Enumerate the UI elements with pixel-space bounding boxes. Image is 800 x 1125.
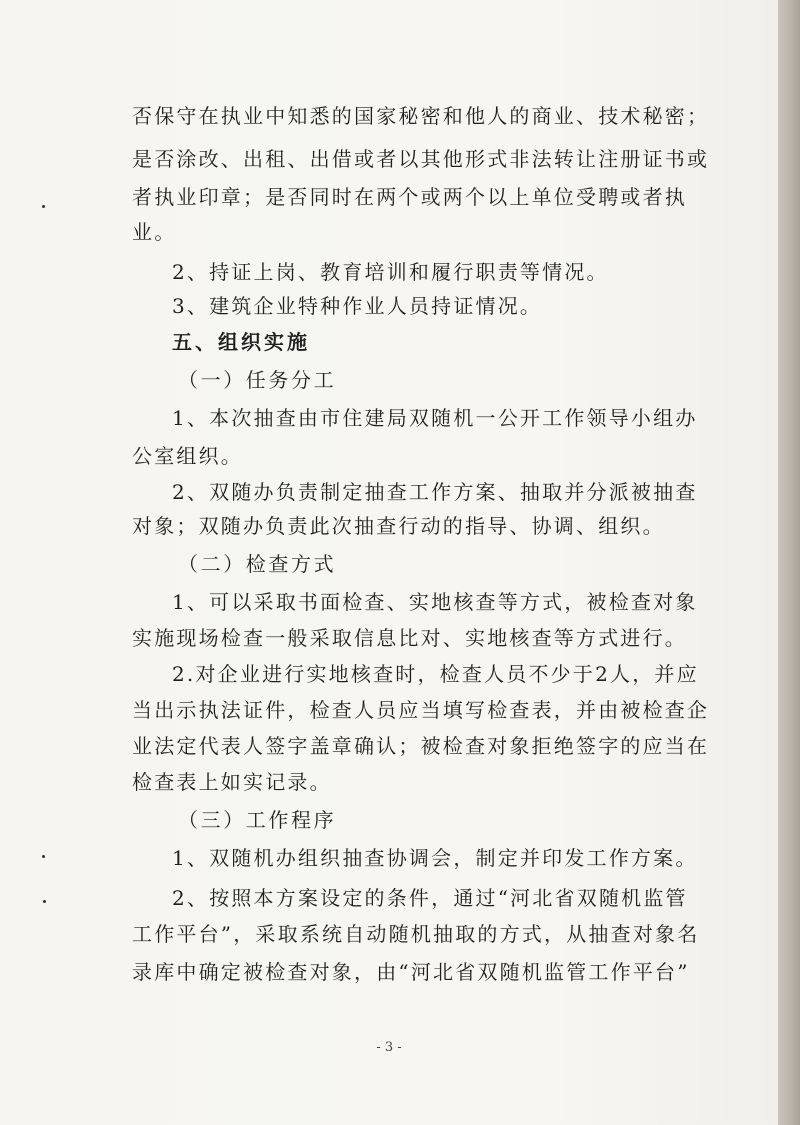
body-line: 工作平台”，采取系统自动随机抽取的方式，从抽查对象名: [132, 922, 700, 946]
section-heading: 五、组织实施: [172, 330, 310, 354]
body-line: 检查表上如实记录。: [132, 770, 332, 794]
list-item: 2.对企业进行实地核查时，检查人员不少于2人，并应: [172, 662, 699, 686]
subsection-heading: （一）任务分工: [178, 368, 337, 392]
body-line: 否保守在执业中知悉的国家秘密和他人的商业、技术秘密；: [132, 104, 710, 128]
body-line: 是否涂改、出租、出借或者以其他形式非法转让注册证书或: [132, 147, 710, 171]
page-number: - 3 -: [376, 1040, 402, 1055]
body-line: 者执业印章；是否同时在两个或两个以上单位受聘或者执: [132, 185, 687, 209]
scan-speck: [42, 205, 45, 208]
list-item: 1、本次抽查由市住建局双随机一公开工作领导小组办: [172, 406, 698, 430]
list-item: 2、双随办负责制定抽查工作方案、抽取并分派被抽查: [172, 480, 698, 504]
list-item: 1、双随机办组织抽查协调会，制定并印发工作方案。: [172, 846, 698, 870]
subsection-heading: （三）工作程序: [178, 808, 337, 832]
list-item: 1、可以采取书面检查、实地核查等方式，被检查对象: [172, 590, 698, 614]
body-line: 公室组织。: [132, 444, 243, 468]
body-line: 业法定代表人签字盖章确认；被检查对象拒绝签字的应当在: [132, 734, 710, 758]
body-line: 业。: [132, 220, 177, 244]
body-line: 录库中确定被检查对象，由“河北省双随机监管工作平台”: [132, 960, 690, 984]
body-line: 实施现场检查一般采取信息比对、实地核查等方式进行。: [132, 626, 687, 650]
page-edge-shadow: [778, 0, 800, 1125]
body-line: 对象；双随办负责此次抽查行动的指导、协调、组织。: [132, 514, 665, 538]
list-item: 3、建筑企业特种作业人员持证情况。: [172, 294, 543, 318]
scan-speck: [42, 855, 45, 858]
body-line: 当出示执法证件，检查人员应当填写检查表，并由被检查企: [132, 698, 710, 722]
list-item: 2、持证上岗、教育培训和履行职责等情况。: [172, 260, 609, 284]
subsection-heading: （二）检查方式: [178, 552, 337, 576]
scan-speck: [43, 900, 46, 903]
list-item: 2、按照本方案设定的条件，通过“河北省双随机监管: [172, 886, 688, 910]
